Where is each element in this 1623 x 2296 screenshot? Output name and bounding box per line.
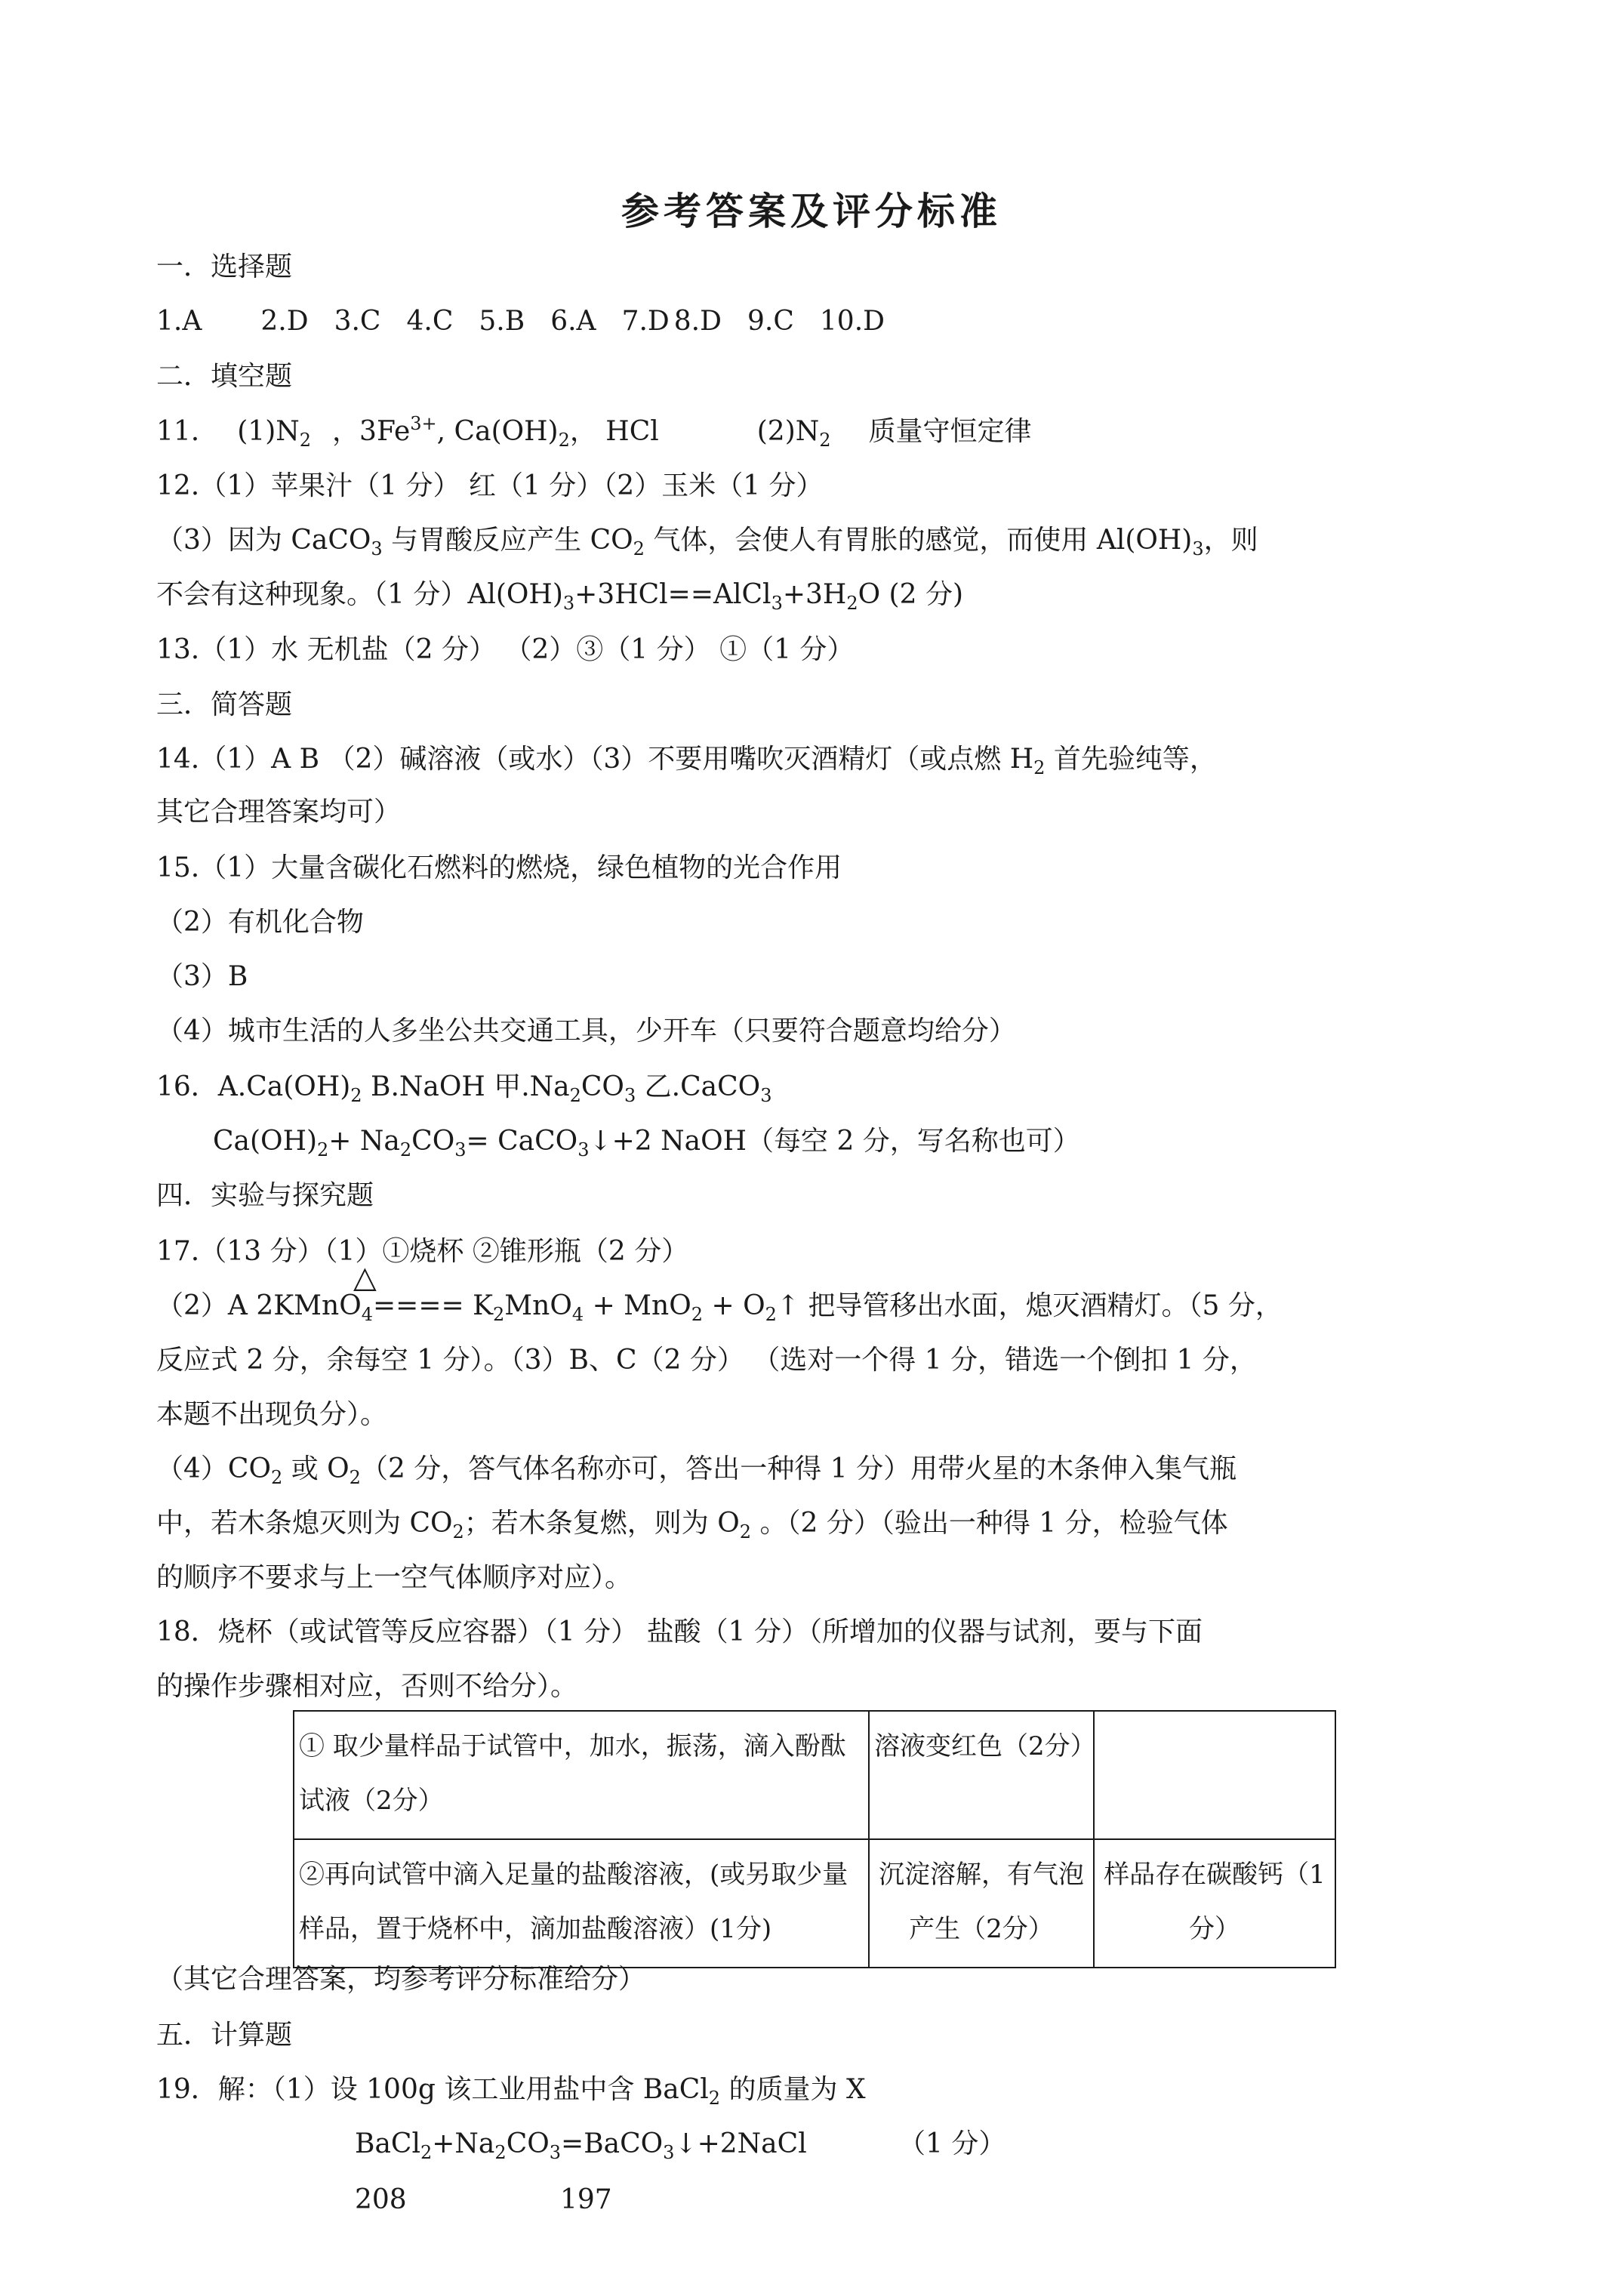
answer-19-equation: $BaCl_2+Na_2CO_3=BaCO_3↓+2NaCl$ [355,2128,807,2163]
experiment-table [293,1710,1336,1968]
answer-9: 9.C [747,306,794,337]
answer-17-line5: $(4)CO_2$ 或 $O_2(2$ 分，答气体名称亦可，答出一种得 1 分）用带火星的木条伸入集气瓶 [156,1453,1237,1488]
answer-7: 7.D [621,306,670,337]
answer-17-line6: 中，若木条熄灭则为 $CO_2$；若木条复燃，则为 $O_2$ 。（2 分）（验出一种得 1 分，检验气体 [156,1508,1228,1542]
table-cell-result1: 溶液变红色（2分） [869,1711,1094,1839]
answer-19-mass-a: 208 [355,2184,407,2215]
multiple-choice-answers [156,304,885,340]
answer-12-line1: 12.（1）苹果汁（1 分） 红（1 分）（2）玉米（1 分） [156,470,824,501]
section-heading-fill: 二．填空题 [156,361,293,392]
answer-15-line2: （2）有机化合物 [156,907,364,938]
section-heading-experiment: 四．实验与探究题 [156,1180,374,1211]
answer-14-line1: 14.（1）A B （2）碱溶液（或水）（3）不要用嘴吹灭酒精灯（或点燃 $H_2$ 首先验纯等， [156,744,1217,778]
answer-1: 1.A [156,306,202,337]
answer-14-line2: 其它合理答案均可） [156,797,402,827]
answer-2: 2.D [260,306,309,337]
page-title: 参考答案及评分标准 [621,189,1002,233]
answer-18-note: （其它合理答案，均参考评分标准给分） [156,1964,646,1995]
answer-17-line7: 的顺序不要求与上一空气体顺序对应）。 [156,1562,633,1593]
answer-17-line1: 17.（13 分）（1）①烧杯 ②锥形瓶（2 分） [156,1236,689,1267]
answer-15-line3: （3）B [156,961,248,992]
answer-10: 10.D [819,306,885,337]
answer-8: 8.D [673,306,722,337]
heat-triangle-icon: △ [353,1260,377,1295]
answer-12-line3: 不会有这种现象。（1 分）$Al(OH)_3+3HCl==AlCl_3+3H_2O$ (2 分) [156,579,963,614]
section-heading-choice: 一．选择题 [156,251,293,282]
answer-13: 13.（1）水 无机盐（2 分） （2）③（1 分） ①（1 分） [156,634,855,665]
answer-18-line2: 的操作步骤相对应，否则不给分）。 [156,1671,578,1702]
table-cell-conclusion2: 样品存在碳酸钙（1分） [1094,1839,1335,1968]
answer-19-line1: 19．解：（1）设 100g 该工业用盐中含 BaCl$_2$ 的质量为 X [156,2074,866,2109]
answer-19-mass-b: 197 [560,2184,612,2215]
table-row [294,1839,1335,1968]
answer-15-line4: （4）城市生活的人多坐公共交通工具，少开车（只要符合题意均给分） [156,1015,1016,1046]
answer-16-line2: $Ca(OH)_2+ Na_2CO_3=$ CaCO$_3$↓+2 NaOH（每空 2 分，写名称也可） [213,1126,1080,1160]
section-heading-short: 三．简答题 [156,689,293,720]
answer-5: 5.B [479,306,525,337]
table-cell-step2: ②再向试管中滴入足量的盐酸溶液，(或另取少量样品，置于烧杯中，滴加盐酸溶液）(1分) [294,1839,869,1968]
answer-15-line1: 15.（1）大量含碳化石燃料的燃烧，绿色植物的光合作用 [156,852,842,883]
table-cell-conclusion1 [1094,1711,1335,1839]
answer-17-line2: （2）A 2KMnO$_4$==== $K_2MnO_4 + MnO_2$ + $O_2↑$ 把导管移出水面，熄灭酒精灯。（5 分， [156,1290,1283,1325]
table-row [294,1711,1335,1839]
answer-4: 4.C [406,306,454,337]
answer-18-line1: 18．烧杯（或试管等反应容器）（1 分） 盐酸（1 分）（所增加的仪器与试剂，要与下面 [156,1616,1203,1647]
answer-16-line1: 16．$A.Ca(OH)_2$ B.NaOH 甲$.Na_2CO_3$ 乙.CaCO$_3$ [156,1071,772,1106]
table-cell-result2: 沉淀溶解，有气泡产生（2分） [869,1839,1094,1968]
answer-17-line4: 本题不出现负分）。 [156,1399,388,1430]
answer-11: 11. $(1)N_2$ ，$3Fe^{3+}$, $Ca(OH)_2$， HCl $(2)N_2$ 质量守恒定律 [156,413,1032,451]
table-cell-step1: ① 取少量样品于试管中，加水，振荡，滴入酚酞试液（2分） [294,1711,869,1839]
answer-6: 6.A [550,306,596,337]
answer-17-line3: 反应式 2 分，余每空 1 分）。（3）B、C（2 分） （选对一个得 1 分，错选一个倒扣 1 分， [156,1345,1257,1376]
section-heading-calculation: 五．计算题 [156,2020,293,2051]
answer-19-score: （1 分） [898,2128,1006,2159]
answer-3: 3.C [334,306,381,337]
answer-12-line2: （3）因为 CaCO$_3$ 与胃酸反应产生 $CO_2$ 气体，会使人有胃胀的感觉，而使用 $Al(OH)_3$，则 [156,525,1258,559]
